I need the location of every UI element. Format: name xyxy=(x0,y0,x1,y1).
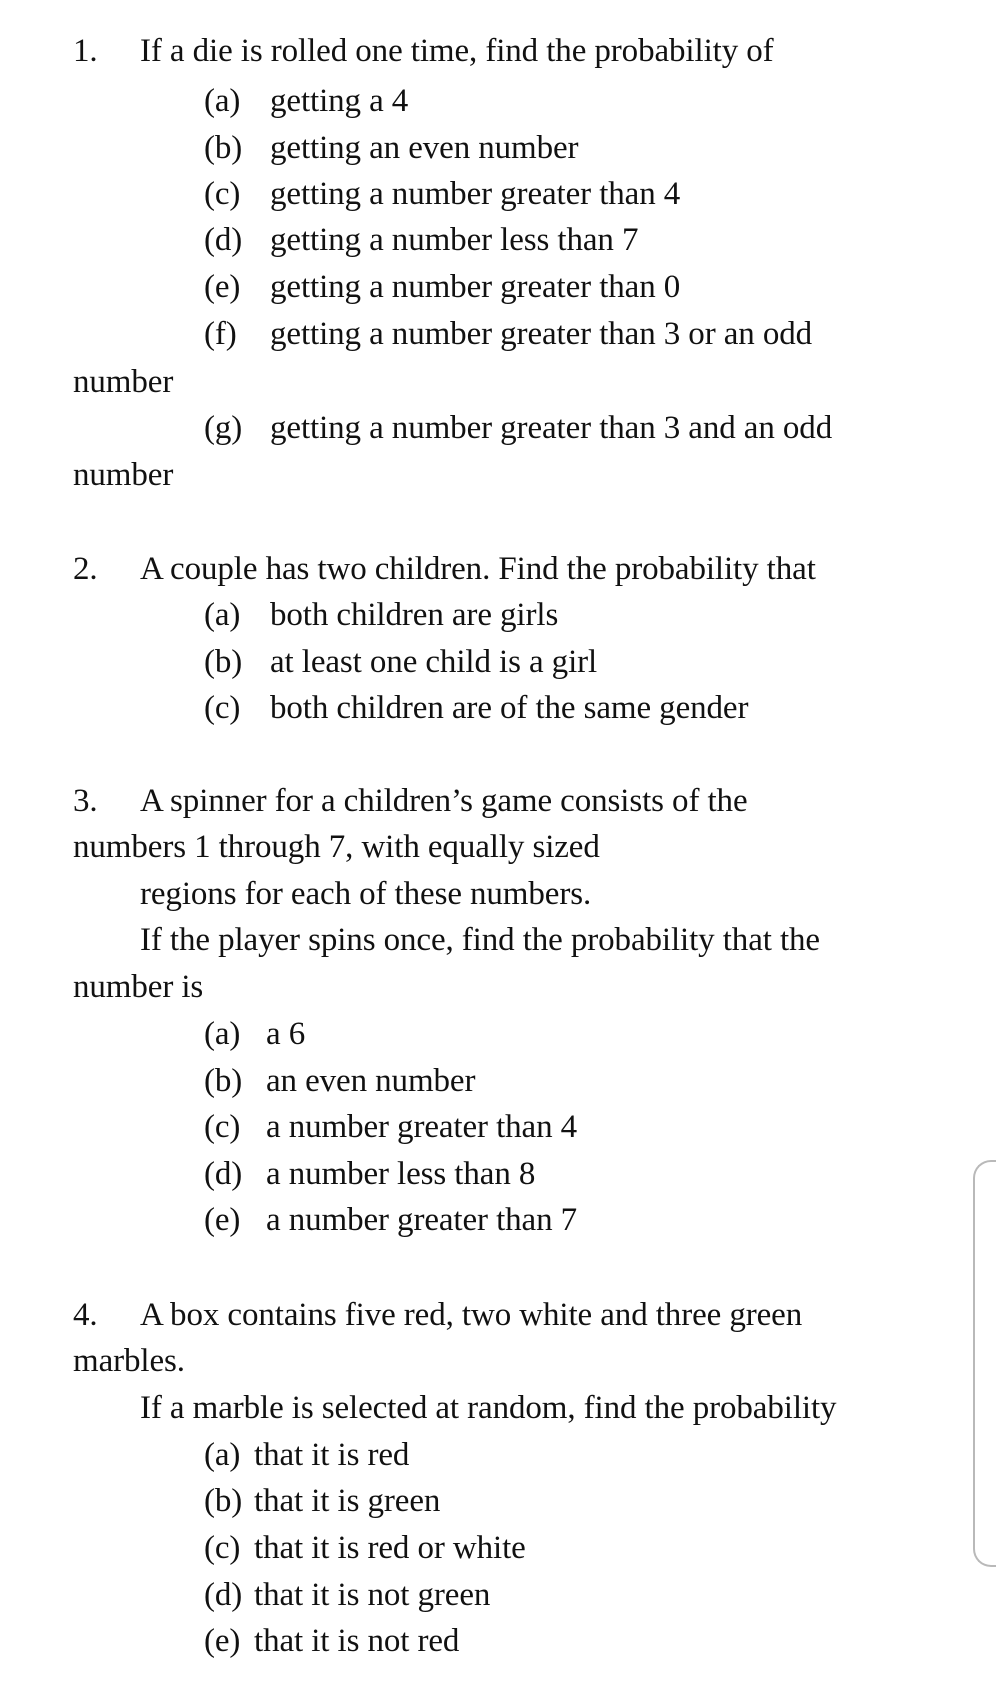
problem-3-item-a-text: a 6 xyxy=(266,1016,306,1052)
problem-1-item-e-label: (e) xyxy=(204,269,241,305)
problem-4-item-e-text: that it is not red xyxy=(254,1623,460,1659)
problem-3-item-e-label: (e) xyxy=(204,1202,241,1238)
problem-1-item-d-label: (d) xyxy=(204,222,243,258)
problem-1-item-f-wrap: number xyxy=(73,364,174,400)
problem-4-stem-line-2: marbles. xyxy=(73,1343,185,1379)
problem-3-item-d-text: a number less than 8 xyxy=(266,1156,536,1192)
problem-1-item-g-label: (g) xyxy=(204,410,243,446)
problem-4-item-a-text: that it is red xyxy=(254,1437,410,1473)
problem-3-item-a-label: (a) xyxy=(204,1016,241,1052)
problem-3-item-e-text: a number greater than 7 xyxy=(266,1202,578,1238)
problem-1-item-a-text: getting a 4 xyxy=(270,83,409,119)
problem-3-stem-line-2: numbers 1 through 7, with equally sized xyxy=(73,829,600,865)
problem-1-item-c-text: getting a number greater than 4 xyxy=(270,176,681,212)
problem-1-item-d-text: getting a number less than 7 xyxy=(270,222,639,258)
problem-2-item-a-text: both children are girls xyxy=(270,597,559,633)
problem-2-item-a-label: (a) xyxy=(204,597,241,633)
problem-1-number: 1. xyxy=(73,33,98,69)
problem-4-item-b-label: (b) xyxy=(204,1483,243,1519)
problem-1-item-f-label: (f) xyxy=(204,316,237,352)
problem-4-stem-line-3: If a marble is selected at random, find the probability xyxy=(140,1390,837,1426)
problem-3-item-c-label: (c) xyxy=(204,1109,241,1145)
problem-1-item-b-text: getting an even number xyxy=(270,130,579,166)
problem-3-number: 3. xyxy=(73,783,98,819)
problem-4-item-c-label: (c) xyxy=(204,1530,241,1566)
problem-4-item-c-text: that it is red or white xyxy=(254,1530,526,1566)
problem-4-item-a-label: (a) xyxy=(204,1437,241,1473)
problem-2-number: 2. xyxy=(73,551,98,587)
problem-3-stem-line-3: regions for each of these numbers. xyxy=(140,876,592,912)
problem-3-stem-line-4: If the player spins once, find the probability that the xyxy=(140,922,820,958)
problem-3-stem: A spinner for a children’s game consists of the xyxy=(140,783,748,819)
problem-1-item-b-label: (b) xyxy=(204,130,243,166)
problem-2-stem: A couple has two children. Find the probability that xyxy=(140,551,816,587)
problem-3-stem-line-5: number is xyxy=(73,969,204,1005)
problem-3-item-c-text: a number greater than 4 xyxy=(266,1109,578,1145)
problem-4-item-b-text: that it is green xyxy=(254,1483,441,1519)
problem-3-item-b-text: an even number xyxy=(266,1063,476,1099)
problem-1-item-f-text: getting a number greater than 3 or an odd xyxy=(270,316,813,352)
problem-1-item-e-text: getting a number greater than 0 xyxy=(270,269,681,305)
problem-1-item-g-wrap: number xyxy=(73,457,174,493)
side-frame-edge xyxy=(973,1160,996,1567)
problem-2-item-c-text: both children are of the same gender xyxy=(270,690,749,726)
problem-4-item-d-label: (d) xyxy=(204,1577,243,1613)
problem-2-item-b-text: at least one child is a girl xyxy=(270,644,598,680)
problem-3-item-d-label: (d) xyxy=(204,1156,243,1192)
problem-1-item-g-text: getting a number greater than 3 and an odd xyxy=(270,410,833,446)
problem-4-stem: A box contains five red, two white and three green xyxy=(140,1297,803,1333)
problem-1-item-a-label: (a) xyxy=(204,83,241,119)
problem-4-item-e-label: (e) xyxy=(204,1623,241,1659)
problem-4-item-d-text: that it is not green xyxy=(254,1577,491,1613)
problem-1-stem: If a die is rolled one time, find the probability of xyxy=(140,33,774,69)
problem-2-item-c-label: (c) xyxy=(204,690,241,726)
problem-4-number: 4. xyxy=(73,1297,98,1333)
problem-3-item-b-label: (b) xyxy=(204,1063,243,1099)
problem-1-item-c-label: (c) xyxy=(204,176,241,212)
problem-2-item-b-label: (b) xyxy=(204,644,243,680)
